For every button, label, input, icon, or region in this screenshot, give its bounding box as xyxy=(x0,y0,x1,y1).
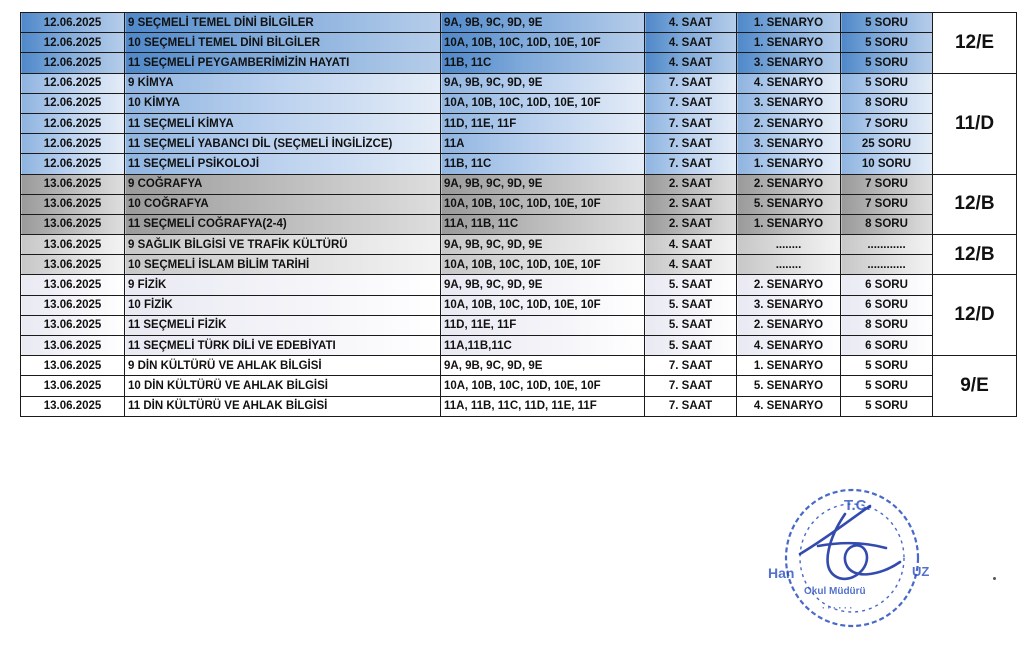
course-name-cell: 10 SEÇMELİ İSLAM BİLİM TARİHİ xyxy=(125,255,441,275)
lesson-period-cell: 5. SAAT xyxy=(645,275,737,295)
table-row xyxy=(21,134,1017,154)
scenario-cell: 2. SENARYO xyxy=(737,275,841,295)
question-count-cell: ............ xyxy=(841,235,933,255)
svg-text:UZ: UZ xyxy=(912,564,930,579)
exam-room-cell: 12/E xyxy=(933,13,1017,74)
table-row xyxy=(21,154,1017,174)
lesson-period-cell: 2. SAAT xyxy=(645,214,737,234)
course-name-cell: 11 SEÇMELİ FİZİK xyxy=(125,315,441,335)
course-name-cell: 11 SEÇMELİ PEYGAMBERİMİZİN HAYATI xyxy=(125,53,441,73)
class-list-cell: 11D, 11E, 11F xyxy=(441,113,645,133)
course-name-cell: 9 SEÇMELİ TEMEL DİNİ BİLGİLER xyxy=(125,13,441,33)
course-name-cell: 10 DİN KÜLTÜRÜ VE AHLAK BİLGİSİ xyxy=(125,376,441,396)
exam-date-cell: 13.06.2025 xyxy=(21,356,125,376)
lesson-period-cell: 7. SAAT xyxy=(645,376,737,396)
course-name-cell: 10 SEÇMELİ TEMEL DİNİ BİLGİLER xyxy=(125,33,441,53)
class-list-cell: 9A, 9B, 9C, 9D, 9E xyxy=(441,73,645,93)
scenario-cell: 2. SENARYO xyxy=(737,315,841,335)
exam-date-cell: 13.06.2025 xyxy=(21,174,125,194)
course-name-cell: 9 DİN KÜLTÜRÜ VE AHLAK BİLGİSİ xyxy=(125,356,441,376)
lesson-period-cell: 4. SAAT xyxy=(645,13,737,33)
lesson-period-cell: 7. SAAT xyxy=(645,356,737,376)
question-count-cell: 5 SORU xyxy=(841,73,933,93)
exam-date-cell: 12.06.2025 xyxy=(21,134,125,154)
exam-schedule-table xyxy=(20,12,1017,417)
scenario-cell: 3. SENARYO xyxy=(737,53,841,73)
lesson-period-cell: 4. SAAT xyxy=(645,33,737,53)
question-count-cell: 7 SORU xyxy=(841,194,933,214)
exam-date-cell: 13.06.2025 xyxy=(21,214,125,234)
lesson-period-cell: 4. SAAT xyxy=(645,255,737,275)
table-row xyxy=(21,336,1017,356)
question-count-cell: 5 SORU xyxy=(841,356,933,376)
lesson-period-cell: 5. SAAT xyxy=(645,315,737,335)
lesson-period-cell: 7. SAAT xyxy=(645,113,737,133)
class-list-cell: 9A, 9B, 9C, 9D, 9E xyxy=(441,235,645,255)
table-row xyxy=(21,235,1017,255)
exam-date-cell: 13.06.2025 xyxy=(21,194,125,214)
exam-date-cell: 13.06.2025 xyxy=(21,255,125,275)
table-row xyxy=(21,275,1017,295)
class-list-cell: 10A, 10B, 10C, 10D, 10E, 10F xyxy=(441,93,645,113)
class-list-cell: 11B, 11C xyxy=(441,154,645,174)
exam-date-cell: 13.06.2025 xyxy=(21,235,125,255)
class-list-cell: 11A xyxy=(441,134,645,154)
exam-date-cell: 13.06.2025 xyxy=(21,315,125,335)
class-list-cell: 11D, 11E, 11F xyxy=(441,315,645,335)
question-count-cell: 7 SORU xyxy=(841,113,933,133)
question-count-cell: ............ xyxy=(841,255,933,275)
course-name-cell: 11 SEÇMELİ COĞRAFYA(2-4) xyxy=(125,214,441,234)
lesson-period-cell: 5. SAAT xyxy=(645,295,737,315)
course-name-cell: 11 SEÇMELİ TÜRK DİLİ VE EDEBİYATI xyxy=(125,336,441,356)
exam-date-cell: 13.06.2025 xyxy=(21,275,125,295)
exam-date-cell: 12.06.2025 xyxy=(21,73,125,93)
exam-room-cell: 12/D xyxy=(933,275,1017,356)
course-name-cell: 10 FİZİK xyxy=(125,295,441,315)
question-count-cell: 6 SORU xyxy=(841,275,933,295)
lesson-period-cell: 4. SAAT xyxy=(645,53,737,73)
class-list-cell: 11A,11B,11C xyxy=(441,336,645,356)
table-row xyxy=(21,33,1017,53)
exam-date-cell: 12.06.2025 xyxy=(21,53,125,73)
table-row xyxy=(21,376,1017,396)
course-name-cell: 11 SEÇMELİ YABANCI DİL (SEÇMELİ İNGİLİZCE) xyxy=(125,134,441,154)
svg-text:· · · · · ·: · · · · · · xyxy=(822,603,853,613)
lesson-period-cell: 2. SAAT xyxy=(645,194,737,214)
scenario-cell: 2. SENARYO xyxy=(737,174,841,194)
table-row xyxy=(21,315,1017,335)
exam-date-cell: 13.06.2025 xyxy=(21,396,125,416)
course-name-cell: 10 COĞRAFYA xyxy=(125,194,441,214)
course-name-cell: 9 COĞRAFYA xyxy=(125,174,441,194)
table-row xyxy=(21,255,1017,275)
lesson-period-cell: 7. SAAT xyxy=(645,73,737,93)
lesson-period-cell: 2. SAAT xyxy=(645,174,737,194)
lesson-period-cell: 7. SAAT xyxy=(645,154,737,174)
exam-room-cell: 11/D xyxy=(933,73,1017,174)
exam-date-cell: 12.06.2025 xyxy=(21,13,125,33)
table-row xyxy=(21,295,1017,315)
table-row xyxy=(21,13,1017,33)
question-count-cell: 10 SORU xyxy=(841,154,933,174)
class-list-cell: 10A, 10B, 10C, 10D, 10E, 10F xyxy=(441,255,645,275)
official-seal xyxy=(760,476,940,636)
class-list-cell: 10A, 10B, 10C, 10D, 10E, 10F xyxy=(441,376,645,396)
scenario-cell: 1. SENARYO xyxy=(737,33,841,53)
svg-text:Han: Han xyxy=(768,565,795,581)
scenario-cell: 4. SENARYO xyxy=(737,396,841,416)
question-count-cell: 5 SORU xyxy=(841,376,933,396)
scenario-cell: 2. SENARYO xyxy=(737,113,841,133)
course-name-cell: 11 SEÇMELİ PSİKOLOJİ xyxy=(125,154,441,174)
exam-date-cell: 12.06.2025 xyxy=(21,154,125,174)
course-name-cell: 11 DİN KÜLTÜRÜ VE AHLAK BİLGİSİ xyxy=(125,396,441,416)
table-row xyxy=(21,214,1017,234)
question-count-cell: 5 SORU xyxy=(841,53,933,73)
scenario-cell: 4. SENARYO xyxy=(737,73,841,93)
scenario-cell: 3. SENARYO xyxy=(737,295,841,315)
class-list-cell: 9A, 9B, 9C, 9D, 9E xyxy=(441,275,645,295)
class-list-cell: 11A, 11B, 11C, 11D, 11E, 11F xyxy=(441,396,645,416)
question-count-cell: 25 SORU xyxy=(841,134,933,154)
course-name-cell: 9 SAĞLIK BİLGİSİ VE TRAFİK KÜLTÜRÜ xyxy=(125,235,441,255)
table-row xyxy=(21,113,1017,133)
exam-date-cell: 13.06.2025 xyxy=(21,336,125,356)
course-name-cell: 11 SEÇMELİ KİMYA xyxy=(125,113,441,133)
question-count-cell: 6 SORU xyxy=(841,295,933,315)
lesson-period-cell: 4. SAAT xyxy=(645,235,737,255)
svg-text:T.C.: T.C. xyxy=(844,497,871,514)
scenario-cell: 1. SENARYO xyxy=(737,356,841,376)
exam-room-cell: 12/B xyxy=(933,235,1017,275)
class-list-cell: 11B, 11C xyxy=(441,53,645,73)
scenario-cell: 3. SENARYO xyxy=(737,93,841,113)
table-row xyxy=(21,53,1017,73)
exam-schedule-body xyxy=(21,13,1017,417)
question-count-cell: 5 SORU xyxy=(841,33,933,53)
scan-speck xyxy=(993,577,996,580)
lesson-period-cell: 7. SAAT xyxy=(645,134,737,154)
table-row xyxy=(21,396,1017,416)
question-count-cell: 6 SORU xyxy=(841,336,933,356)
svg-text:Okul Müdürü: Okul Müdürü xyxy=(804,586,866,597)
class-list-cell: 9A, 9B, 9C, 9D, 9E xyxy=(441,356,645,376)
course-name-cell: 10 KİMYA xyxy=(125,93,441,113)
lesson-period-cell: 5. SAAT xyxy=(645,336,737,356)
class-list-cell: 10A, 10B, 10C, 10D, 10E, 10F xyxy=(441,194,645,214)
class-list-cell: 10A, 10B, 10C, 10D, 10E, 10F xyxy=(441,33,645,53)
scenario-cell: 1. SENARYO xyxy=(737,154,841,174)
scenario-cell: ........ xyxy=(737,235,841,255)
class-list-cell: 9A, 9B, 9C, 9D, 9E xyxy=(441,13,645,33)
question-count-cell: 8 SORU xyxy=(841,93,933,113)
question-count-cell: 5 SORU xyxy=(841,13,933,33)
course-name-cell: 9 FİZİK xyxy=(125,275,441,295)
exam-room-cell: 12/B xyxy=(933,174,1017,235)
question-count-cell: 7 SORU xyxy=(841,174,933,194)
scenario-cell: 5. SENARYO xyxy=(737,194,841,214)
lesson-period-cell: 7. SAAT xyxy=(645,396,737,416)
scenario-cell: 5. SENARYO xyxy=(737,376,841,396)
exam-date-cell: 12.06.2025 xyxy=(21,113,125,133)
table-row xyxy=(21,73,1017,93)
class-list-cell: 9A, 9B, 9C, 9D, 9E xyxy=(441,174,645,194)
exam-date-cell: 13.06.2025 xyxy=(21,376,125,396)
table-row xyxy=(21,93,1017,113)
scenario-cell: 1. SENARYO xyxy=(737,214,841,234)
question-count-cell: 8 SORU xyxy=(841,315,933,335)
exam-room-cell: 9/E xyxy=(933,356,1017,417)
scenario-cell: ........ xyxy=(737,255,841,275)
scenario-cell: 4. SENARYO xyxy=(737,336,841,356)
class-list-cell: 11A, 11B, 11C xyxy=(441,214,645,234)
table-row xyxy=(21,194,1017,214)
lesson-period-cell: 7. SAAT xyxy=(645,93,737,113)
exam-date-cell: 12.06.2025 xyxy=(21,93,125,113)
class-list-cell: 10A, 10B, 10C, 10D, 10E, 10F xyxy=(441,295,645,315)
question-count-cell: 8 SORU xyxy=(841,214,933,234)
signature xyxy=(800,506,900,579)
table-row xyxy=(21,356,1017,376)
question-count-cell: 5 SORU xyxy=(841,396,933,416)
exam-date-cell: 12.06.2025 xyxy=(21,33,125,53)
course-name-cell: 9 KİMYA xyxy=(125,73,441,93)
table-row xyxy=(21,174,1017,194)
scenario-cell: 3. SENARYO xyxy=(737,134,841,154)
exam-date-cell: 13.06.2025 xyxy=(21,295,125,315)
scenario-cell: 1. SENARYO xyxy=(737,13,841,33)
